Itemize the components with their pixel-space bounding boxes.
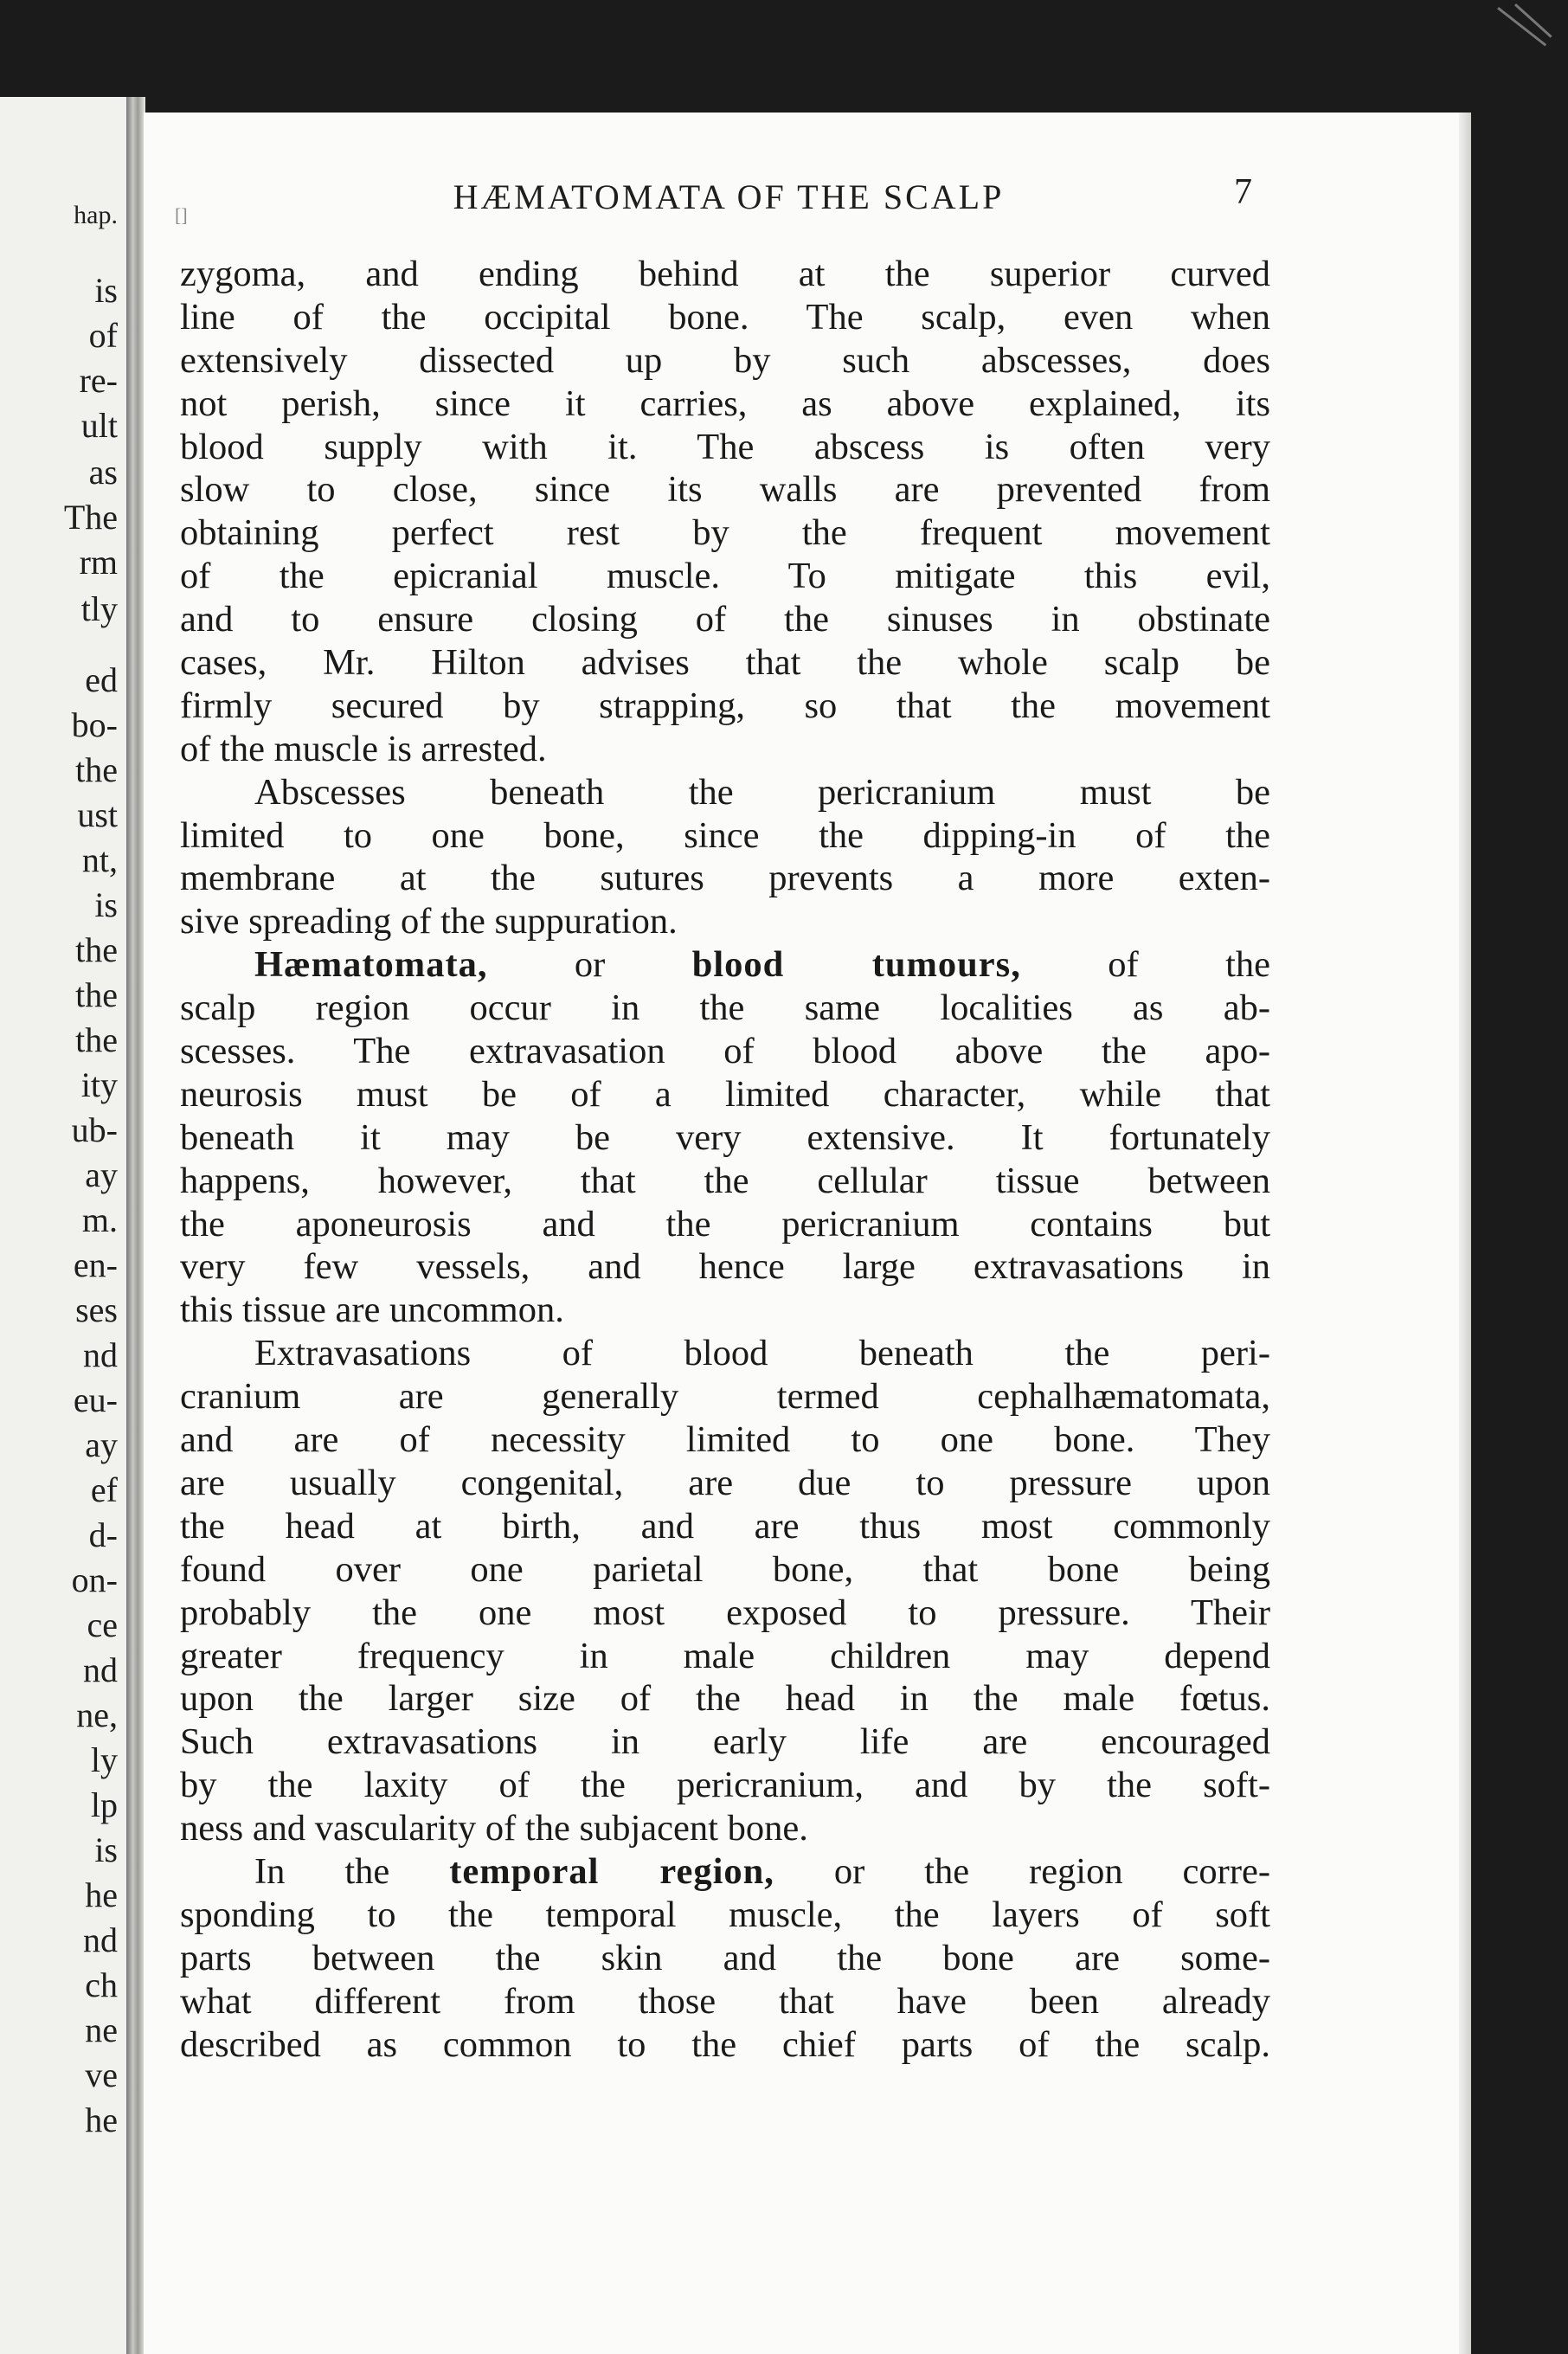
margin-fragment: the	[75, 975, 118, 1014]
text-line: happens, however, that the cellular tissue between	[180, 1160, 1270, 1201]
text-line: sponding to the temporal muscle, the layers of soft	[180, 1894, 1270, 1935]
margin-fragment: re-	[79, 361, 118, 400]
text-line: obtaining perfect rest by the frequent movement	[180, 512, 1270, 554]
text-line: cases, Mr. Hilton advises that the whole scalp be	[180, 642, 1270, 684]
text-line: Abscesses beneath the pericranium must be	[254, 771, 1270, 813]
margin-fragment: ne	[85, 2010, 118, 2049]
text-line: Extravasations of blood beneath the peri-	[254, 1333, 1270, 1374]
margin-fragment: ne,	[76, 1695, 118, 1734]
margin-fragment: hap.	[74, 201, 118, 229]
bold-term: temporal region,	[449, 1850, 774, 1892]
margin-fragment: the	[75, 750, 118, 789]
margin-fragment: rm	[79, 543, 118, 582]
margin-fragment: as	[88, 453, 118, 492]
text-line: line of the occipital bone. The scalp, even when	[180, 296, 1270, 338]
margin-fragment: ce	[87, 1605, 118, 1644]
text-line	[180, 1850, 1270, 1894]
text-line: very few vessels, and hence large extravasations in	[180, 1246, 1270, 1288]
text-run: or	[487, 944, 692, 986]
text-line: ness and vascularity of the subjacent bone.	[180, 1808, 808, 1849]
margin-fragment: ay	[85, 1425, 118, 1464]
text-line: firmly secured by strapping, so that the movement	[180, 685, 1270, 726]
margin-fragment: the	[75, 1020, 118, 1059]
margin-fragment: eu-	[73, 1380, 118, 1419]
text-line: probably the one most exposed to pressure. Their	[180, 1592, 1270, 1633]
margin-fragment: he	[85, 2100, 118, 2139]
text-line: membrane at the sutures prevents a more exten-	[180, 858, 1270, 899]
page-number: 7	[1234, 172, 1252, 212]
margin-fragment: of	[88, 316, 118, 355]
text-line: scalp region occur in the same localities as ab-	[180, 987, 1270, 1029]
text-line: greater frequency in male children may depend	[180, 1635, 1270, 1676]
text-line: scesses. The extravasation of blood above the apo-	[180, 1031, 1270, 1072]
text-line: of the muscle is arrested.	[180, 728, 547, 769]
text-line: not perish, since it carries, as above explained, its	[180, 383, 1270, 424]
text-line: the aponeurosis and the pericranium contains but	[180, 1203, 1270, 1245]
text-line	[180, 943, 1270, 987]
margin-fragment: ve	[85, 2055, 118, 2094]
left-corner-mark: []	[175, 204, 188, 226]
text-line: zygoma, and ending behind at the superior curved	[180, 254, 1270, 294]
margin-fragment: ust	[77, 795, 118, 834]
text-line: cranium are generally termed cephalhæmatomata,	[180, 1376, 1270, 1418]
margin-fragment: ed	[85, 660, 118, 699]
margin-fragment: ly	[90, 1740, 118, 1779]
text-line: parts between the skin and the bone are some-	[180, 1937, 1270, 1978]
text-line: sive spreading of the suppuration.	[180, 901, 678, 942]
margin-fragment: nt,	[81, 840, 118, 879]
bold-term: blood tumours,	[691, 944, 1021, 986]
text-line: limited to one bone, since the dipping-in of the	[180, 814, 1270, 856]
margin-fragment: nd	[83, 1920, 118, 1959]
margin-fragment: ses	[75, 1290, 118, 1329]
text-line: are usually congenital, are due to pressure upon	[180, 1462, 1270, 1503]
margin-fragment: ity	[80, 1065, 118, 1104]
text-line: neurosis must be of a limited character, while that	[180, 1073, 1270, 1115]
margin-fragment: nd	[83, 1335, 118, 1374]
text-line: what different from those that have been already	[180, 1980, 1270, 2022]
margin-fragment: is	[94, 1830, 118, 1869]
margin-fragment: ay	[85, 1155, 118, 1194]
running-head: HÆMATOMATA OF THE SCALP	[453, 177, 1005, 216]
text-line: and are of necessity limited to one bone. They	[180, 1419, 1270, 1461]
text-line: slow to close, since its walls are prevented from	[180, 469, 1270, 511]
text-line: beneath it may be very extensive. It fortunately	[180, 1116, 1270, 1158]
bold-term: Hæmatomata,	[254, 944, 488, 986]
text-line: and to ensure closing of the sinuses in obstinate	[180, 599, 1270, 640]
margin-fragment: en-	[73, 1245, 118, 1284]
text-line: this tissue are uncommon.	[180, 1290, 564, 1331]
margin-fragment: ch	[85, 1965, 118, 2004]
text-line: blood supply with it. The abscess is often very	[180, 426, 1270, 467]
page-edge	[1459, 113, 1471, 2354]
margin-fragment: The	[63, 498, 118, 537]
margin-fragment: m.	[81, 1200, 118, 1239]
text-line: Such extravasations in early life are encouraged	[180, 1721, 1270, 1763]
margin-fragment: nd	[83, 1650, 118, 1689]
text-line: the head at birth, and are thus most commonly	[180, 1505, 1270, 1547]
margin-fragment: on-	[71, 1560, 118, 1599]
text-run: of the	[1020, 944, 1270, 986]
text-line: described as common to the chief parts of the scalp.	[180, 2023, 1270, 2065]
margin-fragment: ef	[90, 1470, 118, 1509]
text-line: of the epicranial muscle. To mitigate this evil,	[180, 556, 1270, 597]
margin-fragment: is	[94, 271, 118, 310]
text-line: by the laxity of the pericranium, and by the soft-	[180, 1765, 1270, 1806]
margin-fragment: tly	[80, 589, 118, 628]
margin-fragment: d-	[88, 1515, 118, 1554]
margin-fragment: he	[85, 1875, 118, 1914]
text-line: found over one parietal bone, that bone being	[180, 1548, 1270, 1590]
margin-fragment: ub-	[71, 1110, 118, 1149]
book-spine	[126, 97, 145, 2354]
text-line: extensively dissected up by such abscesses, does	[180, 339, 1270, 381]
margin-fragment: is	[94, 885, 118, 924]
corner-scratch-marks	[1490, 0, 1568, 69]
margin-fragment: ult	[80, 406, 118, 445]
margin-fragment: the	[75, 930, 118, 969]
margin-fragment: bo-	[71, 705, 118, 744]
body-text	[180, 253, 1270, 2066]
left-page-fragment	[0, 97, 130, 2354]
text-line: upon the larger size of the head in the male fœtus.	[180, 1678, 1270, 1720]
text-run: or the region corre-	[774, 1850, 1270, 1892]
margin-fragment: lp	[90, 1785, 118, 1824]
text-run: In the	[254, 1850, 450, 1892]
